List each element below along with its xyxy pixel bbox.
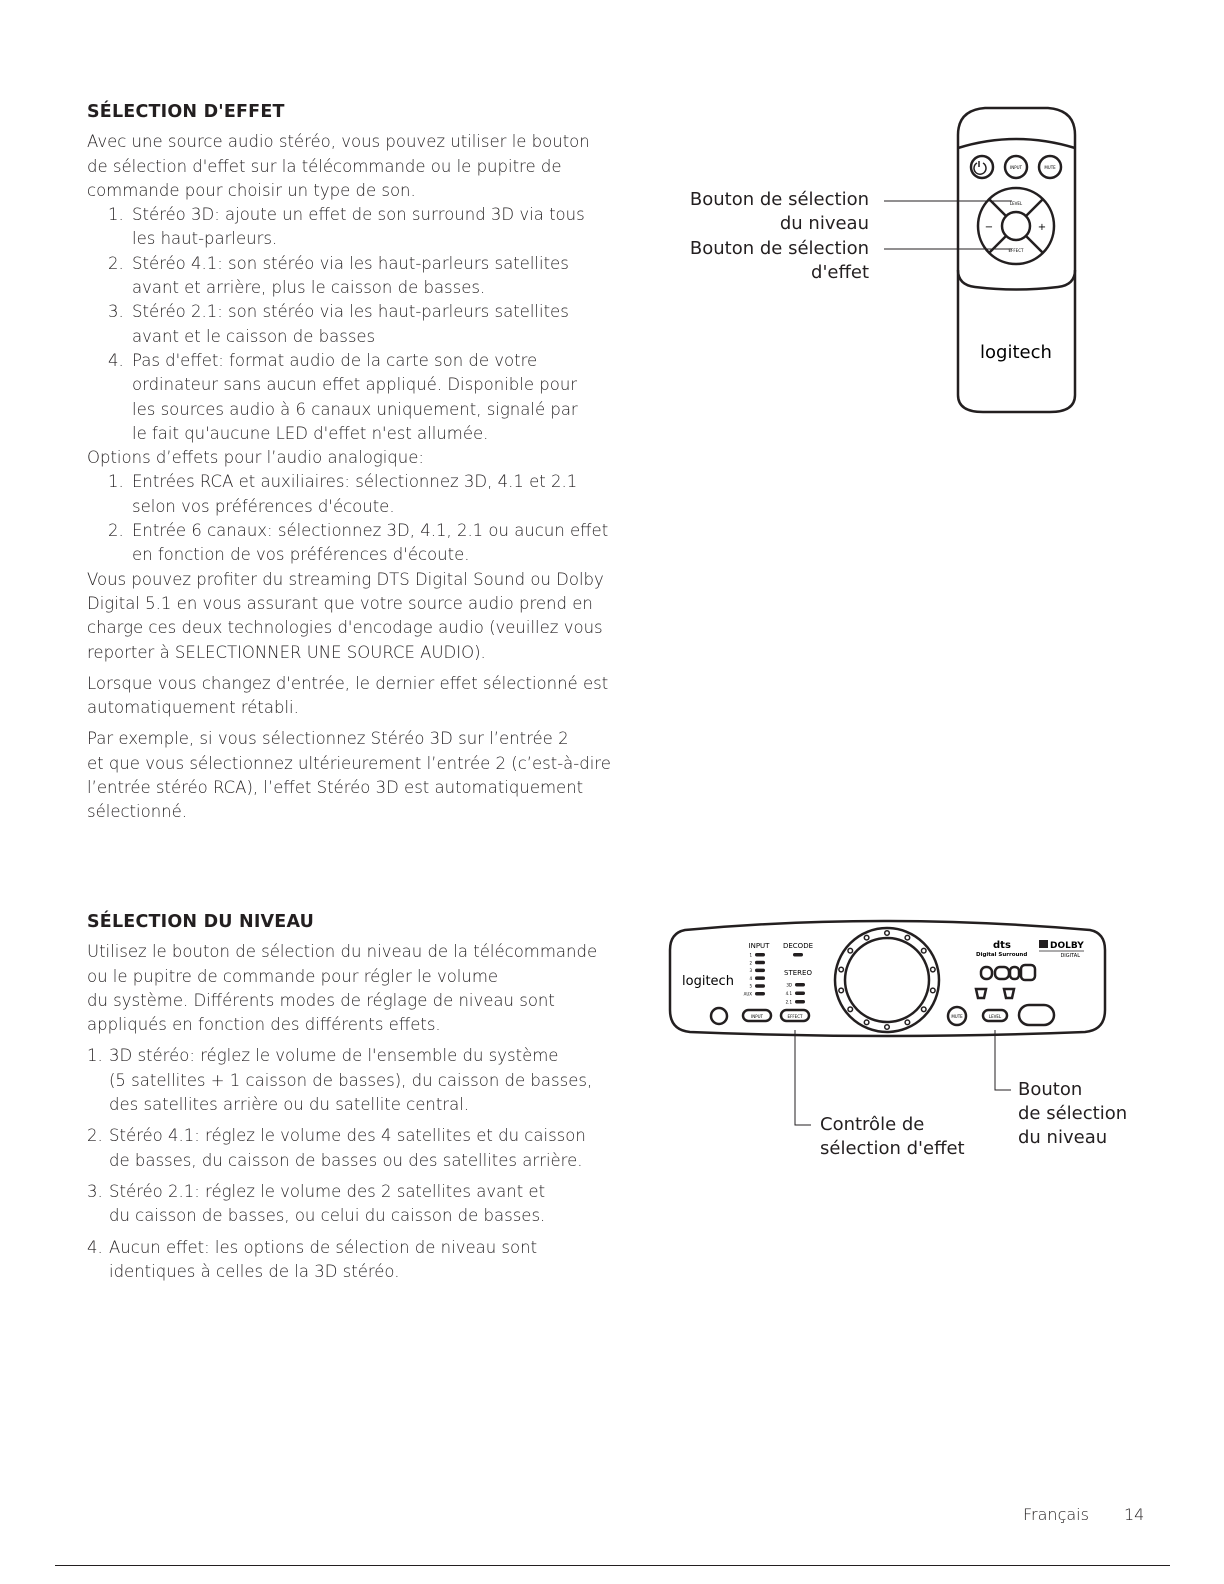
- input-number-label: 1: [749, 952, 752, 958]
- ring-light-icon: [864, 1020, 869, 1025]
- led-indicator: [755, 976, 765, 980]
- effect-paragraph-dts: Vous pouvez profiter du streaming DTS Digital Sound ou Dolby Digital 5.1 en vous assurant que votre source audio prend en charge ces deux technologies d'encodage audio (veuillez vous reporter à SELECTIONNER UNE SOURCE AUDIO).: [87, 569, 604, 662]
- ring-light-icon: [864, 935, 869, 940]
- list-text: Aucun effet: les options de sélection de niveau sont identiques à celles de la 3D stéréo.: [109, 1237, 538, 1281]
- panel-input-button: INPUT: [751, 1014, 763, 1019]
- input-number-label: 3: [749, 968, 752, 974]
- remote-level-button: LEVEL: [1009, 201, 1023, 206]
- panel-mute-button: MUTE: [951, 1014, 963, 1019]
- list-text: Stéréo 4.1: réglez le volume des 4 satellites et du caisson de basses, du caisson de basses ou des satellites arrière.: [109, 1126, 586, 1170]
- footer-rule: [55, 1565, 1170, 1566]
- remote-label-level: Bouton de sélection du niveau: [689, 189, 869, 234]
- list-text: Stéréo 3D: ajoute un effet de son surround 3D via tous les haut-parleurs.: [132, 205, 585, 249]
- led-indicator: [795, 992, 805, 996]
- input-number-label: 2: [749, 960, 752, 966]
- dts-logo-subtitle: Digital Surround: [976, 952, 1028, 958]
- panel-input-label: INPUT: [748, 942, 770, 950]
- remote-effect-button: EFFECT: [1008, 248, 1024, 253]
- dolby-logo-subtitle: DIGITAL: [1060, 953, 1080, 959]
- led-indicator: [793, 953, 803, 957]
- remote-mute-button: MUTE: [1044, 165, 1056, 170]
- led-indicator: [795, 983, 805, 987]
- list-text: Stéréo 2.1: réglez le volume des 2 satellites avant et du caisson de basses, ou celui du caisson de basses.: [109, 1181, 546, 1226]
- list-text: Stéréo 2.1: son stéréo via les haut-parleurs satellites avant et le caisson de basses: [132, 302, 569, 346]
- led-indicator: [755, 961, 765, 965]
- led-indicator: [755, 953, 765, 957]
- list-number: 2.: [87, 1126, 103, 1146]
- panel-label-effect: Contrôle de sélection d'effet: [820, 1114, 965, 1159]
- dolby-logo: DOLBY: [1050, 941, 1084, 951]
- remote-label-effect: Bouton de sélection d'effet: [689, 238, 869, 283]
- analog-intro: Options d’effets pour l’audio analogique:: [87, 448, 424, 468]
- ring-light-icon: [921, 1007, 926, 1012]
- led-indicator: [755, 984, 765, 988]
- dts-logo: dts: [993, 940, 1011, 951]
- list-number: 2.: [108, 253, 124, 273]
- ring-light-icon: [931, 988, 936, 993]
- footer-language: Français: [1023, 1505, 1089, 1524]
- led-indicator: [795, 1000, 805, 1004]
- list-number: 4.: [108, 350, 124, 370]
- list-number: 3.: [87, 1181, 103, 1201]
- list-number: 1.: [108, 205, 124, 225]
- input-number-label: 5: [749, 983, 752, 989]
- ring-light-icon: [905, 935, 910, 940]
- list-number: 3.: [108, 302, 124, 322]
- panel-decode-label: DECODE: [782, 942, 814, 950]
- list-number: 1.: [87, 1046, 103, 1066]
- panel-label-level: Bouton de sélection du niveau: [1018, 1079, 1128, 1148]
- panel-logo: logitech: [682, 974, 734, 989]
- list-text: Stéréo 4.1: son stéréo via les haut-parleurs satellites avant et arrière, plus le caisson de basses.: [132, 253, 569, 298]
- panel-effect-button: EFFECT: [787, 1014, 803, 1019]
- ring-light-icon: [885, 1025, 890, 1030]
- ring-light-icon: [921, 948, 926, 953]
- ring-light-icon: [885, 931, 890, 936]
- ring-light-icon: [848, 1007, 853, 1012]
- effect-paragraph-example: Par exemple, si vous sélectionnez Stéréo 3D sur l’entrée 2 et que vous sélectionnez ultérieurement l’entrée 2 (c’est-à-dire l’entrée stéréo RCA), l’effet Stéréo 3D est automatiquement sélectionné.: [87, 729, 611, 822]
- effect-heading: SÉLECTION D'EFFET: [87, 102, 285, 122]
- remote-logo: logitech: [980, 342, 1052, 363]
- effect-paragraph-input: Lorsque vous changez d'entrée, le dernier effet sélectionné est automatiquement rétabli.: [87, 673, 609, 718]
- list-number: 2.: [108, 521, 124, 541]
- input-number-label: AUX: [743, 991, 752, 997]
- ring-light-icon: [905, 1020, 910, 1025]
- stereo-mode-label: 4.1: [785, 991, 792, 996]
- list-text: Entrées RCA et auxiliaires: sélectionnez 3D, 4.1 et 2.1 selon vos préférences d'écoute.: [132, 472, 578, 516]
- control-panel-illustration: [670, 921, 1105, 1036]
- effect-intro: Avec une source audio stéréo, vous pouvez utiliser le bouton de sélection d'effet sur la télécommande ou le pupitre de commande pour choisir un type de son.: [87, 132, 590, 200]
- level-heading: SÉLECTION DU NIVEAU: [87, 912, 315, 932]
- remote-plus: +: [1037, 222, 1047, 233]
- list-number: 1.: [108, 472, 124, 492]
- led-indicator: [755, 969, 765, 973]
- input-number-label: 4: [749, 975, 752, 981]
- stereo-mode-label: 2.1: [785, 999, 792, 1005]
- ring-light-icon: [839, 967, 844, 972]
- list-text: Entrée 6 canaux: sélectionnez 3D, 4.1, 2.1 ou aucun effet en fonction de vos préférences d'écoute.: [132, 521, 609, 565]
- remote-minus: −: [984, 222, 994, 233]
- remote-input-button: INPUT: [1010, 165, 1022, 170]
- list-number: 4.: [87, 1237, 103, 1257]
- list-text: Pas d'effet: format audio de la carte son de votre ordinateur sans aucun effet appliqué. Disponible pour les sources audio à 6 canaux uniquement, signalé par le fait qu'aucune LED d'effet n'est allumée.: [132, 350, 578, 443]
- stereo-mode-label: 3D: [786, 982, 792, 988]
- ring-light-icon: [839, 988, 844, 993]
- ring-light-icon: [931, 967, 936, 972]
- level-intro: Utilisez le bouton de sélection du niveau de la télécommande ou le pupitre de commande pour régler le volume du système. Différents modes de réglage de niveau sont appliqués en fonction des différents effets.: [87, 942, 598, 1035]
- ring-light-icon: [848, 948, 853, 953]
- page-number: 14: [1124, 1505, 1145, 1524]
- led-indicator: [755, 992, 765, 996]
- list-text: 3D stéréo: réglez le volume de l'ensemble du système (5 satellites + 1 caisson de basses), du caisson de basses, des satellites arrière ou du satellite central.: [109, 1046, 593, 1115]
- panel-level-button: LEVEL: [988, 1014, 1002, 1019]
- panel-stereo-label: STEREO: [784, 969, 812, 977]
